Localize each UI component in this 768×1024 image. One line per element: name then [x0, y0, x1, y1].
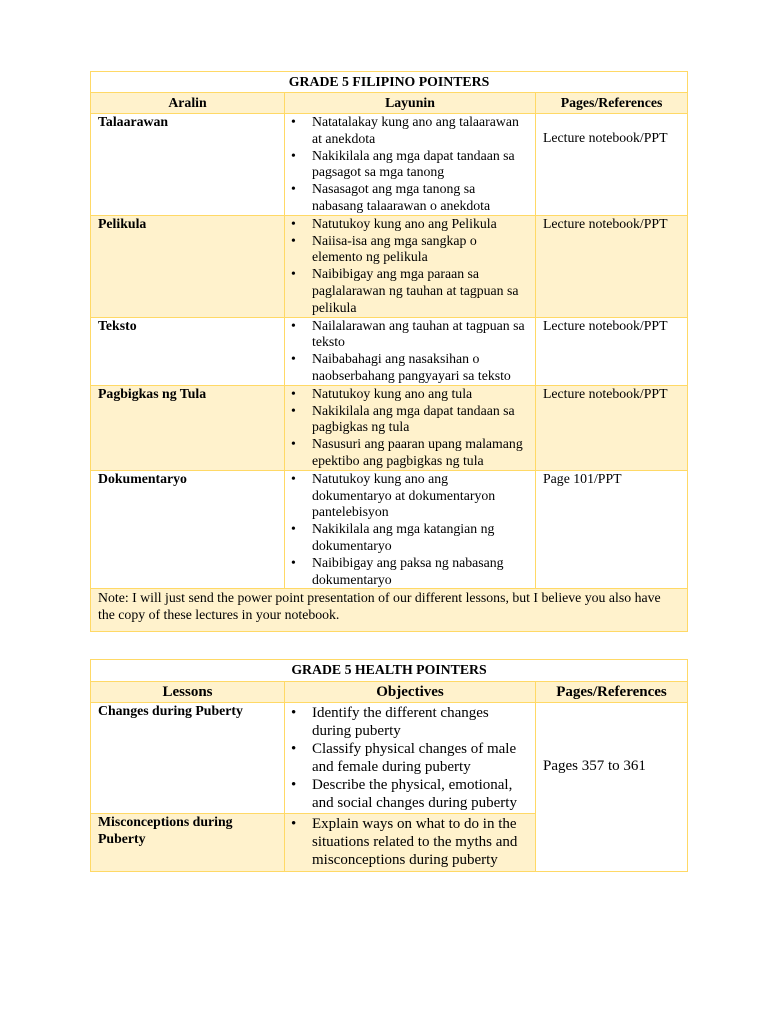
objective-item: • Natutukoy kung ano ang dokumentaryo at dokumentaryon pantelebisyon [312, 471, 527, 521]
objective-item: • Explain ways on what to do in the situations related to the myths and misconceptions during puberty [312, 815, 527, 869]
note-text: Note: I will just send the power point presentation of our different lessons, but I believe you also have the copy of these lectures in your notebook. [98, 590, 661, 623]
objective-item: • Nakikilala ang mga dapat tandaan sa pagsagot sa mga tanong [312, 148, 527, 182]
objectives-list [285, 703, 527, 812]
objective-item: • Identify the different changes during puberty [312, 704, 527, 740]
objectives-cell [285, 215, 536, 317]
lesson-cell: Teksto [91, 317, 285, 385]
objective-item: • Classify physical changes of male and female during puberty [312, 740, 527, 776]
objective-item: • Nasasagot ang mga tanong sa nabasang talaarawan o anekdota [312, 181, 527, 215]
table-row [91, 470, 688, 589]
reference-cell: Lecture notebook/PPT [536, 317, 688, 385]
lesson-cell: Talaarawan [91, 114, 285, 216]
objective-item: • Nasusuri ang paaran upang malamang epektibo ang pagbigkas ng tula [312, 436, 527, 470]
objective-item: • Nailalarawan ang tauhan at tagpuan sa teksto [312, 318, 527, 352]
table-header-row [91, 682, 688, 703]
table-row [91, 317, 688, 385]
reference-cell: Pages 357 to 361 [536, 703, 688, 872]
objective-item: • Naibabahagi ang nasaksihan o naobserbahang pangyayari sa teksto [312, 351, 527, 385]
lesson-cell: Pelikula [91, 215, 285, 317]
objective-item: • Naibibigay ang mga paraan sa paglalarawan ng tauhan at tagpuan sa pelikula [312, 266, 527, 316]
table-title-row [91, 72, 688, 93]
objectives-list [285, 814, 527, 869]
health-pointers-table [90, 659, 688, 872]
table-row [91, 114, 688, 216]
table-title: GRADE 5 FILIPINO POINTERS [91, 72, 688, 93]
header-lesson: Aralin [91, 93, 285, 114]
header-lesson: Lessons [91, 682, 285, 703]
note-row [91, 589, 688, 632]
objective-item: • Natutukoy kung ano ang tula [312, 386, 527, 403]
reference-cell: Lecture notebook/PPT [536, 215, 688, 317]
objective-item: • Nakikilala ang mga dapat tandaan sa pagbigkas ng tula [312, 403, 527, 437]
objectives-cell [285, 317, 536, 385]
objective-item: • Describe the physical, emotional, and social changes during puberty [312, 776, 527, 812]
lesson-cell: Pagbigkas ng Tula [91, 385, 285, 470]
objectives-list [285, 216, 527, 317]
lesson-cell: Dokumentaryo [91, 470, 285, 589]
reference-cell: Lecture notebook/PPT [536, 385, 688, 470]
objectives-cell [285, 385, 536, 470]
objective-item: • Naiisa-isa ang mga sangkap o elemento ng pelikula [312, 233, 527, 267]
objective-item: • Natatalakay kung ano ang talaarawan at anekdota [312, 114, 527, 148]
header-objectives: Objectives [285, 682, 536, 703]
objectives-list [285, 386, 527, 470]
header-objectives: Layunin [285, 93, 536, 114]
objective-item: • Natutukoy kung ano ang Pelikula [312, 216, 527, 233]
table-title-row [91, 660, 688, 682]
objectives-cell [285, 703, 536, 814]
objectives-cell [285, 814, 536, 872]
table-title: GRADE 5 HEALTH POINTERS [91, 660, 688, 682]
lesson-cell: Changes during Puberty [91, 703, 285, 814]
table-row [91, 385, 688, 470]
reference-cell: Page 101/PPT [536, 470, 688, 589]
objectives-list [285, 318, 527, 385]
table-header-row [91, 93, 688, 114]
table-row [91, 215, 688, 317]
table-row [91, 703, 688, 814]
header-references: Pages/References [536, 682, 688, 703]
objectives-list [285, 114, 527, 215]
note-cell [91, 589, 688, 632]
lesson-cell: Misconceptions during Puberty [91, 814, 285, 872]
filipino-pointers-table [90, 71, 688, 632]
objective-item: • Nakikilala ang mga katangian ng dokumentaryo [312, 521, 527, 555]
objectives-list [285, 471, 527, 589]
header-references: Pages/References [536, 93, 688, 114]
objectives-cell [285, 114, 536, 216]
objective-item: • Naibibigay ang paksa ng nabasang dokumentaryo [312, 555, 527, 589]
objectives-cell [285, 470, 536, 589]
reference-cell: Lecture notebook/PPT [536, 114, 688, 216]
